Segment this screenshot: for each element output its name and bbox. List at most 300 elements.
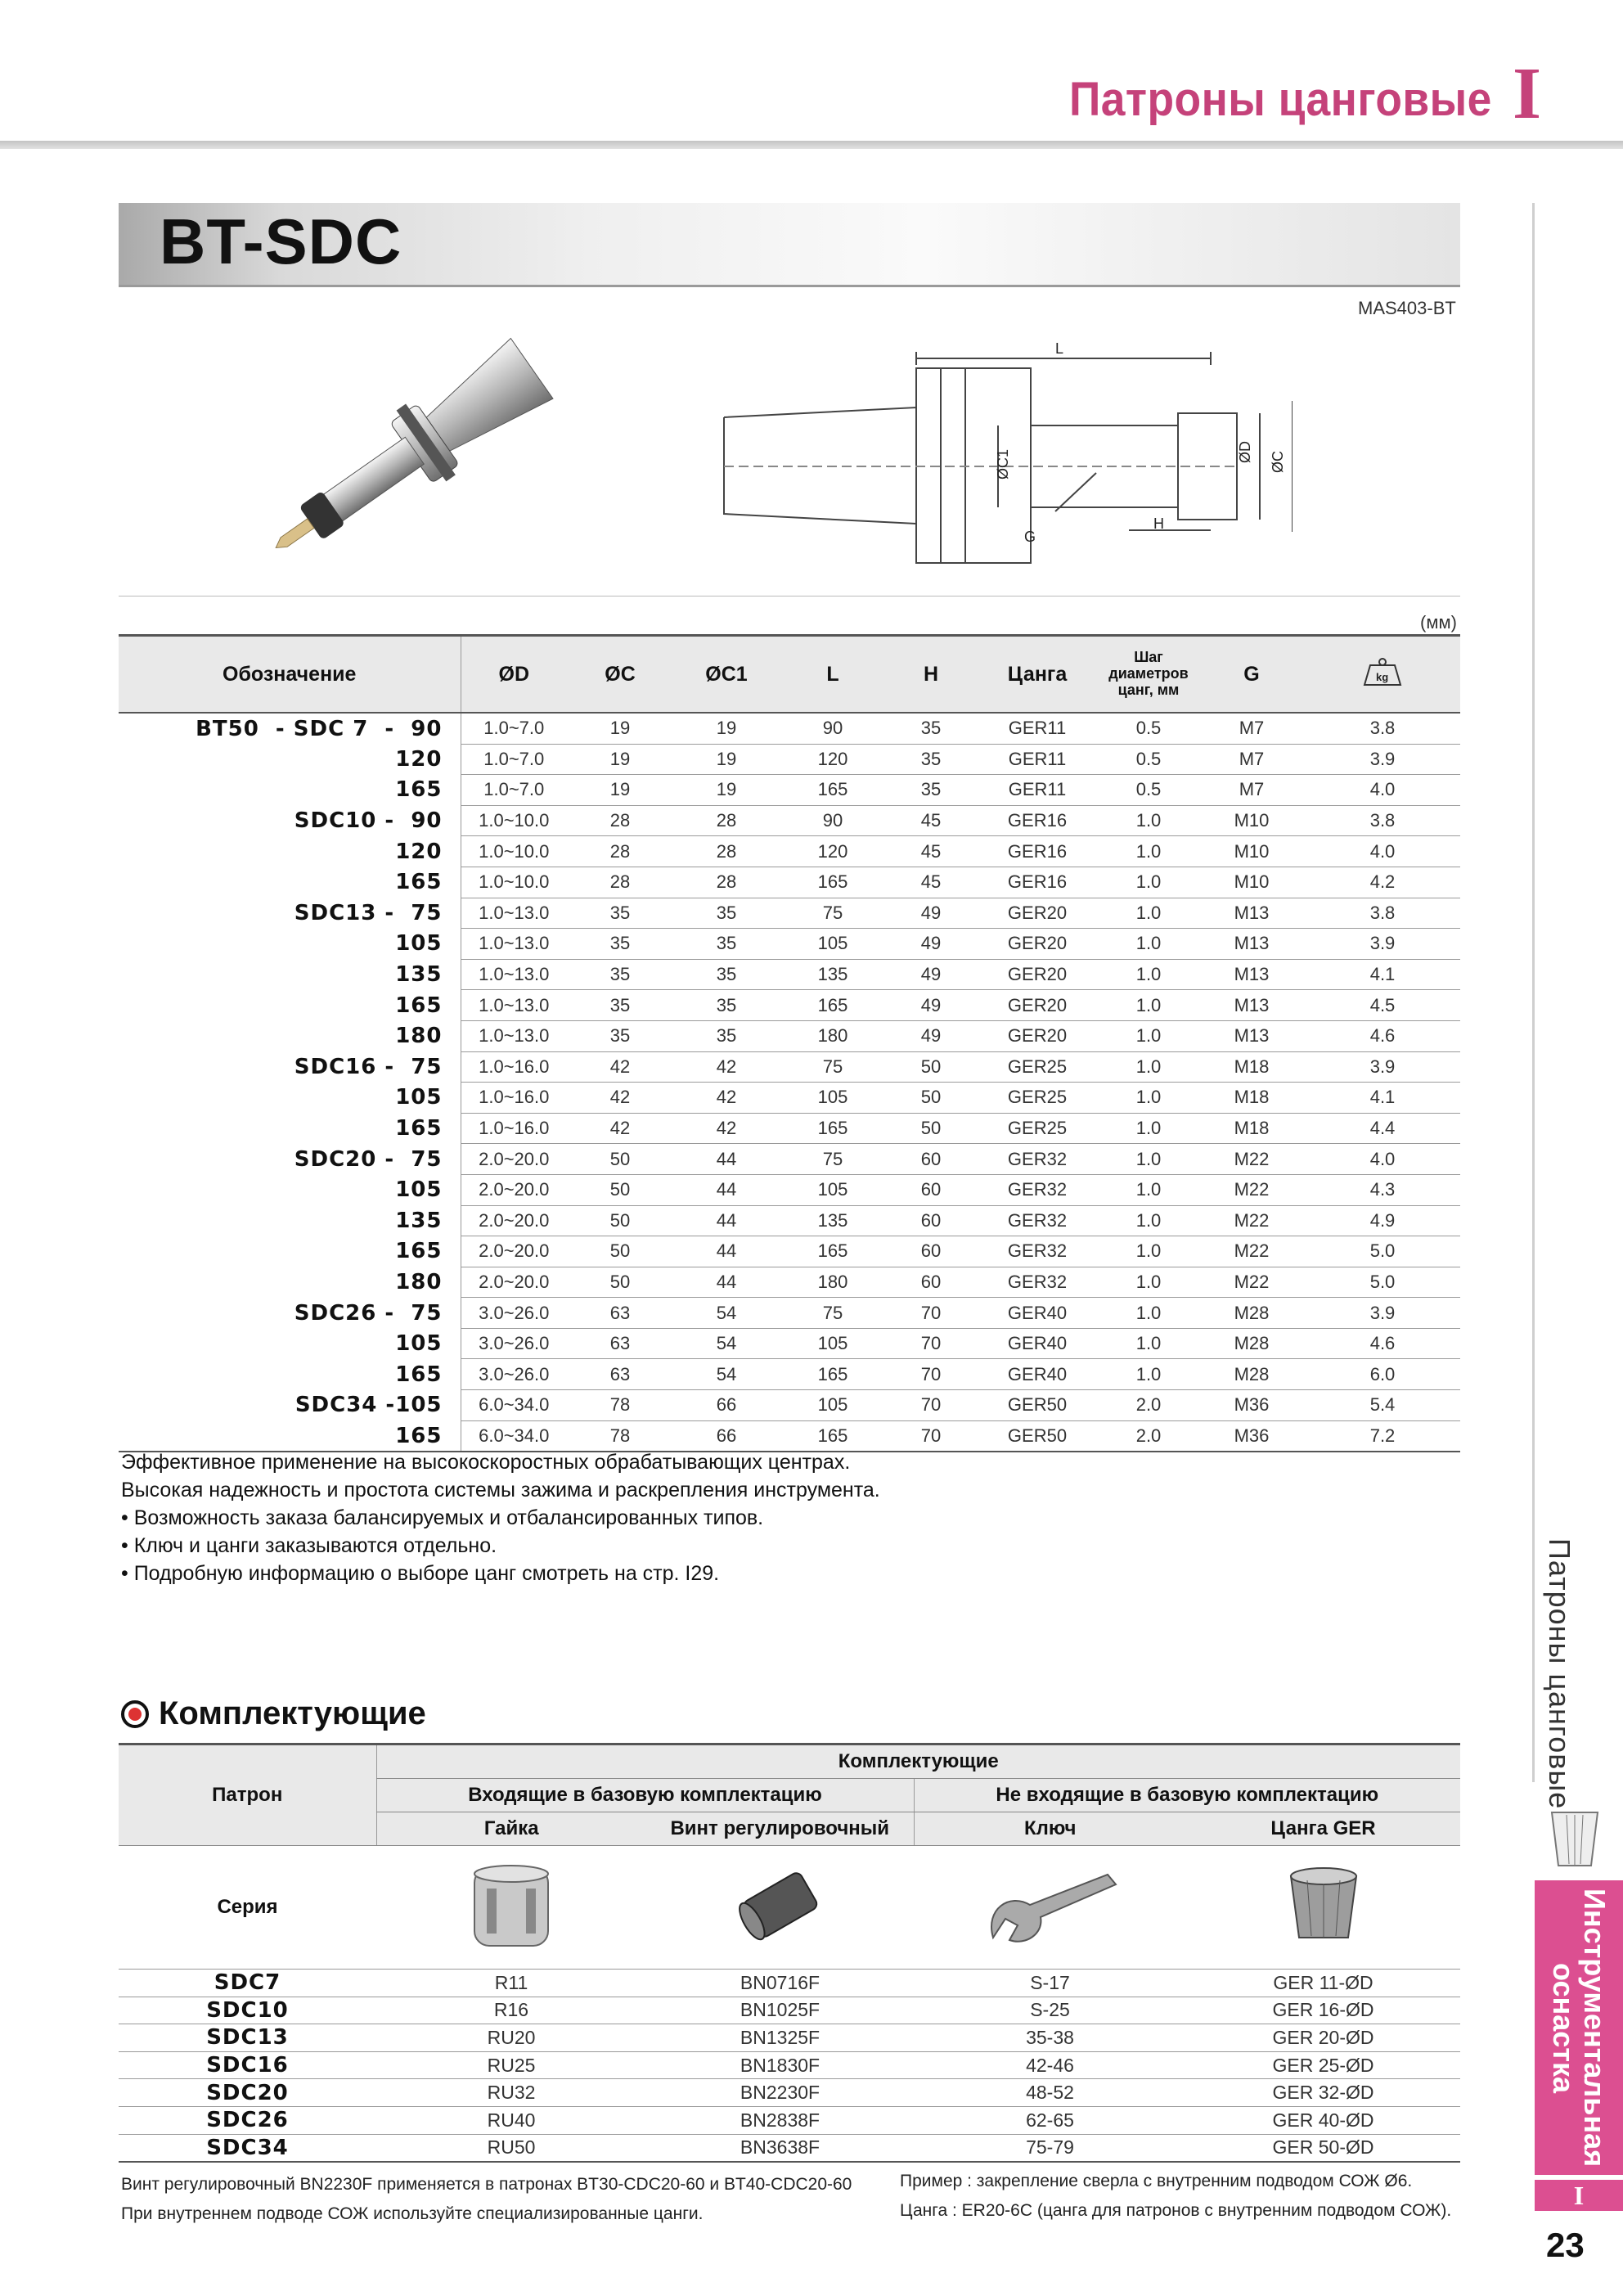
l-cell: 90 (780, 713, 886, 744)
h-cell: 70 (886, 1328, 976, 1359)
accessory-series-cell: SDC13 (119, 2024, 376, 2052)
step-cell: 0.5 (1099, 744, 1198, 775)
h-cell: 45 (886, 805, 976, 836)
designation-cell: 105 (395, 1331, 443, 1357)
l-cell: 75 (780, 898, 886, 929)
accessory-collet-cell: GER 32-ØD (1186, 2079, 1460, 2107)
c1-cell: 44 (673, 1174, 780, 1205)
c1-cell: 28 (673, 805, 780, 836)
g-cell: M18 (1198, 1051, 1305, 1083)
c-cell: 78 (567, 1420, 673, 1452)
accessory-screw-cell: BN1830F (646, 2051, 914, 2079)
h-cell: 70 (886, 1420, 976, 1452)
accessory-nut-cell: RU20 (376, 2024, 646, 2052)
step-cell: 1.0 (1099, 1236, 1198, 1267)
table-row (119, 744, 1460, 775)
accessory-series-cell: SDC34 (119, 2134, 376, 2162)
col-weight (1305, 636, 1460, 714)
c-cell: 35 (567, 898, 673, 929)
h-cell: 60 (886, 1144, 976, 1175)
accessory-nut-cell: RU40 (376, 2106, 646, 2134)
c-cell: 50 (567, 1144, 673, 1175)
step-cell: 2.0 (1099, 1390, 1198, 1421)
h-cell: 35 (886, 713, 976, 744)
drawing-label-d: ØD (1237, 441, 1253, 463)
col-collet: Цанга (976, 636, 1099, 714)
h-cell: 49 (886, 990, 976, 1021)
h-cell: 49 (886, 959, 976, 990)
d-cell: 6.0~34.0 (461, 1420, 567, 1452)
table-row (119, 1359, 1460, 1390)
c1-cell: 35 (673, 990, 780, 1021)
col-nut: Гайка (376, 1812, 646, 1846)
l-cell: 135 (780, 959, 886, 990)
nut-image-cell (376, 1846, 646, 1970)
l-cell: 165 (780, 1236, 886, 1267)
drawing-label-g: G (1024, 529, 1036, 545)
designation-cell: 105 (395, 931, 443, 957)
collet-cell: GER20 (976, 990, 1099, 1021)
c-cell: 50 (567, 1236, 673, 1267)
kg-cell: 4.9 (1305, 1205, 1460, 1236)
c-cell: 35 (567, 929, 673, 960)
kg-cell: 6.0 (1305, 1359, 1460, 1390)
accessories-heading (121, 1695, 426, 1732)
table-row (119, 1298, 1460, 1329)
footnote-right (900, 2167, 1451, 2226)
footnote-left (121, 2170, 852, 2229)
accessory-series-cell: SDC20 (119, 2079, 376, 2107)
h-cell: 60 (886, 1236, 976, 1267)
c-cell: 50 (567, 1205, 673, 1236)
table-row (119, 805, 1460, 836)
kg-cell: 4.2 (1305, 867, 1460, 898)
collet-cell: GER50 (976, 1390, 1099, 1421)
designation-cell: 180 (395, 1269, 443, 1294)
kg-cell: 4.5 (1305, 990, 1460, 1021)
collet-cell: GER16 (976, 867, 1099, 898)
col-screw: Винт регулировочный (646, 1812, 914, 1846)
sidebar-roman: I (1535, 2180, 1623, 2211)
d-cell: 2.0~20.0 (461, 1144, 567, 1175)
screw-image-cell (646, 1846, 914, 1970)
drawing-label-l: L (1055, 340, 1064, 357)
c1-cell: 28 (673, 836, 780, 867)
table-row (119, 1390, 1460, 1421)
c1-cell: 19 (673, 775, 780, 806)
d-cell: 1.0~10.0 (461, 805, 567, 836)
step-cell: 1.0 (1099, 1144, 1198, 1175)
collet-cell: GER40 (976, 1328, 1099, 1359)
l-cell: 180 (780, 1020, 886, 1051)
c-cell: 28 (567, 805, 673, 836)
designation-cell: 165 (395, 993, 443, 1018)
collet-cell: GER32 (976, 1236, 1099, 1267)
d-cell: 2.0~20.0 (461, 1267, 567, 1298)
h-cell: 70 (886, 1359, 976, 1390)
designation-cell: 165 (395, 777, 443, 803)
d-cell: 2.0~20.0 (461, 1236, 567, 1267)
h-cell: 49 (886, 898, 976, 929)
accessory-nut-cell: RU32 (376, 2079, 646, 2107)
l-cell: 165 (780, 1359, 886, 1390)
l-cell: 75 (780, 1298, 886, 1329)
col-key: Ключ (914, 1812, 1186, 1846)
kg-cell: 4.1 (1305, 959, 1460, 990)
g-cell: M7 (1198, 775, 1305, 806)
c1-cell: 66 (673, 1420, 780, 1452)
d-cell: 1.0~7.0 (461, 775, 567, 806)
table-row (119, 1144, 1460, 1175)
d-cell: 1.0~10.0 (461, 836, 567, 867)
c-cell: 35 (567, 1020, 673, 1051)
accessory-key-cell: 75-79 (914, 2134, 1186, 2162)
accessory-key-cell: 48-52 (914, 2079, 1186, 2107)
table-row (119, 1236, 1460, 1267)
table-row (119, 990, 1460, 1021)
collet-cell: GER20 (976, 959, 1099, 990)
d-cell: 1.0~16.0 (461, 1051, 567, 1083)
accessory-nut-cell: R16 (376, 1997, 646, 2024)
c-cell: 35 (567, 990, 673, 1021)
c1-cell: 44 (673, 1267, 780, 1298)
g-cell: M10 (1198, 867, 1305, 898)
g-cell: M13 (1198, 990, 1305, 1021)
g-cell: M28 (1198, 1328, 1305, 1359)
d-cell: 2.0~20.0 (461, 1205, 567, 1236)
kg-cell: 4.3 (1305, 1174, 1460, 1205)
table-row (119, 1113, 1460, 1144)
kg-cell: 3.8 (1305, 713, 1460, 744)
accessory-collet-cell: GER 11-ØD (1186, 1970, 1460, 1997)
designation-cell: SDC16 - 75 (294, 1054, 443, 1079)
tool-holder-photo (229, 311, 614, 581)
designation-cell: 165 (395, 1116, 443, 1141)
l-cell: 165 (780, 990, 886, 1021)
h-cell: 50 (886, 1113, 976, 1144)
g-cell: M10 (1198, 805, 1305, 836)
accessory-row (119, 1997, 1460, 2024)
step-cell: 1.0 (1099, 990, 1198, 1021)
g-cell: M18 (1198, 1083, 1305, 1114)
d-cell: 6.0~34.0 (461, 1390, 567, 1421)
c1-cell: 54 (673, 1328, 780, 1359)
l-cell: 105 (780, 929, 886, 960)
kg-cell: 3.9 (1305, 1051, 1460, 1083)
h-cell: 70 (886, 1390, 976, 1421)
kg-cell: 3.9 (1305, 929, 1460, 960)
g-cell: M13 (1198, 959, 1305, 990)
designation-cell: 120 (395, 746, 443, 772)
kg-cell: 3.8 (1305, 898, 1460, 929)
designation-cell: 165 (395, 1239, 443, 1264)
spec-table (119, 634, 1460, 1452)
accessory-screw-cell: BN3638F (646, 2134, 914, 2162)
designation-cell: 165 (395, 870, 443, 895)
accessory-series-cell: SDC10 (119, 1997, 376, 2024)
kg-cell: 4.0 (1305, 1144, 1460, 1175)
c1-cell: 35 (673, 959, 780, 990)
c1-cell: 35 (673, 1020, 780, 1051)
accessory-screw-cell: BN1025F (646, 1997, 914, 2024)
d-cell: 1.0~7.0 (461, 744, 567, 775)
note-line: • Ключ и цанги заказываются отдельно. (121, 1534, 497, 1557)
key-image-cell (914, 1846, 1186, 1970)
screw-icon (731, 1856, 829, 1954)
h-cell: 60 (886, 1267, 976, 1298)
h-cell: 60 (886, 1174, 976, 1205)
collet-cell: GER20 (976, 929, 1099, 960)
d-cell: 3.0~26.0 (461, 1328, 567, 1359)
accessory-key-cell: S-17 (914, 1970, 1186, 1997)
table-row (119, 1328, 1460, 1359)
h-cell: 35 (886, 775, 976, 806)
designation-cell: 120 (395, 839, 443, 864)
collet-cell: GER32 (976, 1205, 1099, 1236)
c1-cell: 35 (673, 929, 780, 960)
c1-cell: 42 (673, 1113, 780, 1144)
l-cell: 165 (780, 775, 886, 806)
designation-cell: SDC34 -105 (294, 1393, 443, 1418)
collet-cell: GER11 (976, 744, 1099, 775)
collet-cell: GER32 (976, 1174, 1099, 1205)
collet-cell: GER11 (976, 713, 1099, 744)
h-cell: 49 (886, 929, 976, 960)
c-cell: 28 (567, 867, 673, 898)
step-cell: 1.0 (1099, 929, 1198, 960)
accessory-nut-cell: RU50 (376, 2134, 646, 2162)
d-cell: 1.0~13.0 (461, 959, 567, 990)
l-cell: 135 (780, 1205, 886, 1236)
collet-cell: GER40 (976, 1298, 1099, 1329)
kg-cell: 4.6 (1305, 1020, 1460, 1051)
step-cell: 0.5 (1099, 713, 1198, 744)
c1-cell: 42 (673, 1083, 780, 1114)
footnote-line: При внутреннем подводе СОЖ используйте специализированные цанги. (121, 2204, 704, 2223)
c1-cell: 54 (673, 1359, 780, 1390)
h-cell: 70 (886, 1298, 976, 1329)
c1-cell: 19 (673, 744, 780, 775)
accessory-screw-cell: BN2838F (646, 2106, 914, 2134)
step-cell: 1.0 (1099, 1083, 1198, 1114)
g-cell: M22 (1198, 1144, 1305, 1175)
designation-cell: SDC13 - 75 (294, 900, 443, 925)
g-cell: M18 (1198, 1113, 1305, 1144)
l-cell: 165 (780, 1420, 886, 1452)
step-cell: 0.5 (1099, 775, 1198, 806)
c-cell: 50 (567, 1267, 673, 1298)
nut-icon (466, 1856, 556, 1954)
drawing-label-c: ØC (1270, 451, 1286, 473)
col-step-line1: Шаг (1134, 649, 1163, 666)
kg-cell: 4.0 (1305, 836, 1460, 867)
collet-cell: GER20 (976, 1020, 1099, 1051)
c1-cell: 66 (673, 1390, 780, 1421)
accessory-row (119, 2051, 1460, 2079)
l-cell: 105 (780, 1174, 886, 1205)
footnote-line: Винт регулировочный BN2230F применяется в патронах BT30-CDC20-60 и BT40-CDC20-60 (121, 2175, 852, 2194)
table-row (119, 1051, 1460, 1083)
d-cell: 1.0~10.0 (461, 867, 567, 898)
table-row (119, 1267, 1460, 1298)
g-cell: M28 (1198, 1298, 1305, 1329)
g-cell: M22 (1198, 1236, 1305, 1267)
designation-cell: 135 (395, 962, 443, 988)
step-cell: 1.0 (1099, 1051, 1198, 1083)
d-cell: 1.0~13.0 (461, 898, 567, 929)
collet-cell: GER32 (976, 1144, 1099, 1175)
g-cell: M22 (1198, 1205, 1305, 1236)
c1-cell: 44 (673, 1236, 780, 1267)
notes (121, 1448, 880, 1587)
table-row (119, 1420, 1460, 1452)
table-row (119, 775, 1460, 806)
accessory-collet-cell: GER 40-ØD (1186, 2106, 1460, 2134)
collet-icon (1279, 1856, 1369, 1954)
g-cell: M13 (1198, 1020, 1305, 1051)
col-designation: Обозначение (119, 636, 461, 714)
col-step-line2: диаметров (1108, 665, 1189, 682)
c1-cell: 28 (673, 867, 780, 898)
note-line: Эффективное применение на высокоскоростных обрабатывающих центрах. (121, 1451, 851, 1474)
accessory-screw-cell: BN1325F (646, 2024, 914, 2052)
accessory-row (119, 2024, 1460, 2052)
d-cell: 1.0~7.0 (461, 713, 567, 744)
c1-cell: 44 (673, 1144, 780, 1175)
c-cell: 63 (567, 1359, 673, 1390)
designation-cell: 180 (395, 1024, 443, 1049)
g-cell: M36 (1198, 1420, 1305, 1452)
d-cell: 1.0~13.0 (461, 990, 567, 1021)
c-cell: 42 (567, 1083, 673, 1114)
collet-cell: GER32 (976, 1267, 1099, 1298)
drawing-label-h: H (1153, 515, 1164, 532)
c-cell: 78 (567, 1390, 673, 1421)
step-cell: 1.0 (1099, 1359, 1198, 1390)
accessory-row (119, 2134, 1460, 2162)
d-cell: 1.0~16.0 (461, 1083, 567, 1114)
c-cell: 19 (567, 775, 673, 806)
col-step-line3: цанг, мм (1117, 681, 1180, 698)
col-included: Входящие в базовую комплектацию (376, 1779, 914, 1812)
step-cell: 1.0 (1099, 1298, 1198, 1329)
designation-cell: SDC20 - 75 (294, 1146, 443, 1172)
l-cell: 105 (780, 1328, 886, 1359)
l-cell: 75 (780, 1051, 886, 1083)
designation-cell: SDC26 - 75 (294, 1300, 443, 1326)
step-cell: 1.0 (1099, 1205, 1198, 1236)
col-c1: ØC1 (673, 636, 780, 714)
technical-drawing (720, 335, 1293, 565)
table-row (119, 1174, 1460, 1205)
collet-cell: GER50 (976, 1420, 1099, 1452)
accessories-table (119, 1743, 1460, 2163)
step-cell: 1.0 (1099, 836, 1198, 867)
note-line: Высокая надежность и простота системы зажима и раскрепления инструмента. (121, 1479, 880, 1501)
col-c: ØC (567, 636, 673, 714)
wrench-icon (977, 1860, 1124, 1950)
weight-icon (1362, 655, 1403, 688)
collet-cell: GER16 (976, 836, 1099, 867)
step-cell: 1.0 (1099, 1020, 1198, 1051)
l-cell: 105 (780, 1083, 886, 1114)
sidebar-category-label: Инструментальная оснастка (1547, 1888, 1612, 2168)
col-chuck: Патрон (119, 1745, 376, 1846)
l-cell: 105 (780, 1390, 886, 1421)
c1-cell: 42 (673, 1051, 780, 1083)
d-cell: 3.0~26.0 (461, 1298, 567, 1329)
g-cell: M28 (1198, 1359, 1305, 1390)
standard-label: MAS403-BT (1358, 298, 1456, 318)
accessory-key-cell: 62-65 (914, 2106, 1186, 2134)
col-collet-ger: Цанга GER (1186, 1812, 1460, 1846)
g-cell: M13 (1198, 929, 1305, 960)
l-cell: 165 (780, 867, 886, 898)
c1-cell: 44 (673, 1205, 780, 1236)
kg-cell: 5.0 (1305, 1267, 1460, 1298)
h-cell: 45 (886, 867, 976, 898)
table-row (119, 713, 1460, 744)
designation-cell: 105 (395, 1177, 443, 1203)
table-row (119, 959, 1460, 990)
sidebar-divider (1532, 203, 1535, 1782)
accessory-nut-cell: RU25 (376, 2051, 646, 2079)
c1-cell: 35 (673, 898, 780, 929)
c1-cell: 19 (673, 713, 780, 744)
designation-cell: BT50 - SDC 7 - 90 (196, 716, 443, 741)
designation-cell: 135 (395, 1208, 443, 1233)
g-cell: M22 (1198, 1174, 1305, 1205)
note-line: • Возможность заказа балансируемых и отбалансированных типов. (121, 1506, 764, 1529)
col-g: G (1198, 636, 1305, 714)
accessories-heading-text: Комплектующие (159, 1695, 426, 1731)
accessory-nut-cell: R11 (376, 1970, 646, 1997)
collet-cell: GER40 (976, 1359, 1099, 1390)
accessory-collet-cell: GER 16-ØD (1186, 1997, 1460, 2024)
collet-cell: GER25 (976, 1083, 1099, 1114)
note-line: • Подробную информацию о выборе цанг смотреть на стр. I29. (121, 1562, 720, 1585)
h-cell: 60 (886, 1205, 976, 1236)
g-cell: M10 (1198, 836, 1305, 867)
l-cell: 180 (780, 1267, 886, 1298)
kg-cell: 3.8 (1305, 805, 1460, 836)
step-cell: 1.0 (1099, 1328, 1198, 1359)
drawing-label-c1: ØC1 (995, 448, 1011, 479)
h-cell: 50 (886, 1083, 976, 1114)
h-cell: 35 (886, 744, 976, 775)
designation-cell: 165 (119, 1420, 461, 1452)
c-cell: 28 (567, 836, 673, 867)
h-cell: 45 (886, 836, 976, 867)
footnote-line: Цанга : ER20-6C (цанга для патронов с внутренним подводом СОЖ). (900, 2201, 1452, 2220)
l-cell: 165 (780, 1113, 886, 1144)
accessory-key-cell: S-25 (914, 1997, 1186, 2024)
col-d: ØD (461, 636, 567, 714)
accessory-screw-cell: BN2230F (646, 2079, 914, 2107)
d-cell: 2.0~20.0 (461, 1174, 567, 1205)
g-cell: M22 (1198, 1267, 1305, 1298)
accessory-row (119, 2079, 1460, 2107)
product-name: BT-SDC (160, 205, 402, 277)
kg-cell: 4.6 (1305, 1328, 1460, 1359)
l-cell: 75 (780, 1144, 886, 1175)
accessory-collet-cell: GER 50-ØD (1186, 2134, 1460, 2162)
footnote-line: Пример : закрепление сверла с внутренним подводом СОЖ Ø6. (900, 2172, 1413, 2190)
units-label: (мм) (1420, 612, 1457, 633)
weight-icon-label: kg (1376, 670, 1389, 683)
c-cell: 63 (567, 1328, 673, 1359)
collet-cell: GER25 (976, 1051, 1099, 1083)
